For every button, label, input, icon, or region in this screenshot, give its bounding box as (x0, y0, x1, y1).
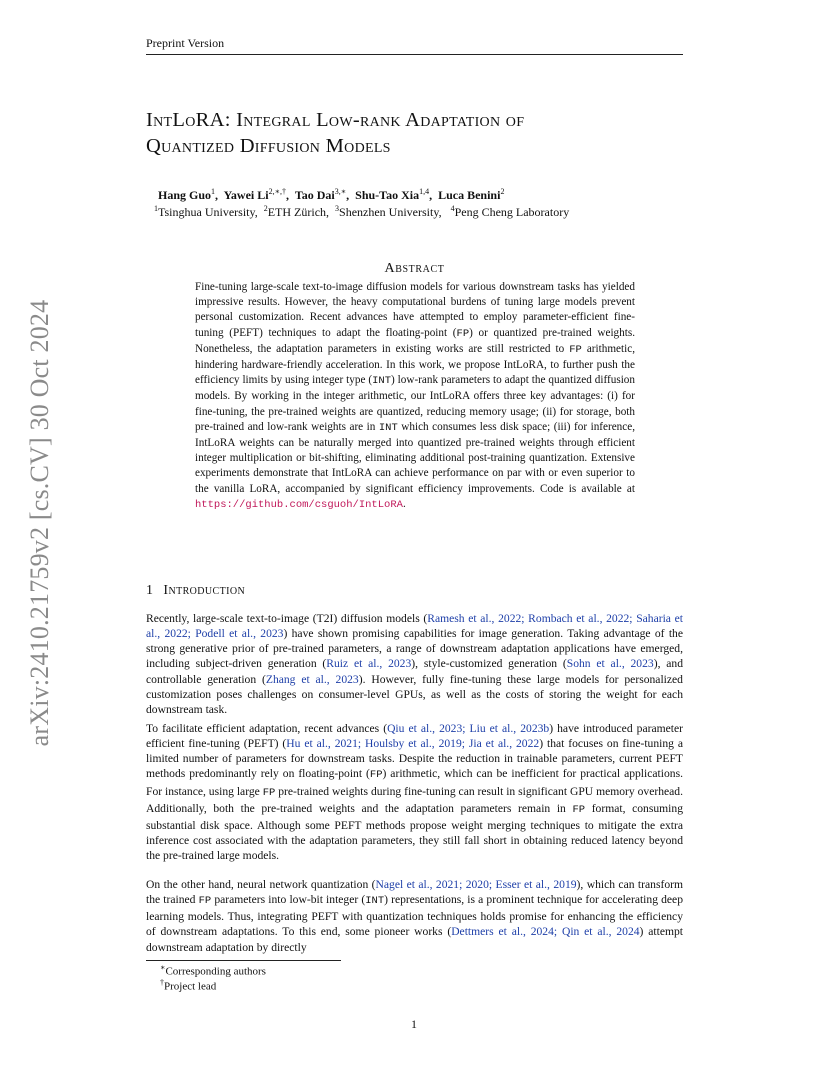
citation-link[interactable]: Ramesh et al., 2022; Rombach et al., 2022; Saharia et al., 2022; Podell et al., 2023 (146, 612, 683, 641)
affil-mark: 3 (335, 204, 340, 213)
body-text: Recently, large-scale text-to-image (T2I) diffusion models ( (146, 612, 428, 625)
fp-code: FP (456, 327, 470, 340)
body-text: parameters into low-bit integer ( (211, 893, 366, 907)
author-mark: 1 (211, 187, 216, 196)
section-number: 1 (146, 583, 154, 598)
affil-mark: 2 (263, 204, 268, 213)
fp-code: FP (262, 786, 276, 799)
fp-code: FP (369, 769, 383, 782)
citation-link[interactable]: Nagel et al., 2021; 2020; Esser et al., 2019 (375, 878, 577, 891)
footnote (160, 963, 266, 978)
intro-paragraph-3 (146, 877, 683, 955)
abstract-text: which consumes less disk space; (iii) for inference, IntLoRA weights can be naturally merged into quantized pre-trained weights through efficient integer multiplication or bit-shifting, eliminating additional post-training quantization. Extensive experiments demonstrate that IntLoRA can achieve performance on par with or even superior to the vanilla LoRA, accompanied by significant efficiency improvements. Code is available at (195, 420, 635, 495)
citation-link[interactable]: Zhang et al., 2023 (265, 672, 359, 686)
author: Tao Dai (294, 188, 335, 202)
abstract-text: ) low-rank parameters to adapt the quantized diffusion models. By working in the integer arithmetic, our IntLoRA offers three key advantages: (i) for fine-tuning, the pre-trained weights are quantized, reducing memory usage; (ii) for storage, both pre-trained and low-rank weights are in (195, 374, 635, 433)
intro-paragraph-1 (146, 611, 683, 717)
code-link[interactable]: https://github.com/csguoh/IntLoRA (195, 498, 403, 511)
affiliation: Shenzhen University (339, 205, 439, 219)
intro-paragraph-2 (146, 721, 683, 863)
fp-code: FP (569, 343, 582, 356)
body-text: ) have introduced parameter efficient fine-tuning (PEFT) ( (146, 722, 683, 751)
arxiv-identifier (20, 288, 60, 758)
body-text: ). However, fully fine-tuning these large models for personalized customization poses challenges on consumer-level GPUs, as well as the costs of storing the weight for each downstream task. (146, 672, 683, 716)
author: Luca Benini (438, 188, 501, 202)
body-text: ), which can transform the trained (146, 878, 683, 907)
abstract-body (195, 280, 635, 513)
page-number: 1 (411, 1017, 417, 1031)
body-text: ), style-customized generation ( (411, 657, 567, 671)
footnote (160, 978, 216, 993)
abstract-heading: Abstract (384, 261, 445, 276)
affiliation: Peng Cheng Laboratory (454, 205, 570, 219)
citation-link[interactable]: Dettmers et al., 2024; Qin et al., 2024 (451, 925, 640, 939)
affiliation: ETH Zürich (267, 205, 327, 219)
body-text: ) have shown promising capabilities for image generation. Taking advantage of the strong generative prior of pre-trained parameters, a range of downstream adaptation applications have emerged, including subject-driven generation ( (146, 627, 683, 671)
affiliation-list: $^1$Tsinghua University, $^2$ETH Zürich, $^3$Shenzhen University, $^4$Peng Cheng Laboratory (154, 204, 570, 219)
section-title: Introduction (163, 583, 246, 598)
fp-code: FP (572, 803, 586, 816)
footnote-mark: † (160, 978, 164, 987)
body-text: pre-trained weights during fine-tuning can result in significant GPU memory overhead. Additionally, both the pre-trained weights and the adaptation parameters remain in (146, 784, 683, 815)
title-line-1: IntLoRA: Integral Low-rank Adaptation of (146, 109, 525, 131)
footnote-rule (146, 960, 341, 961)
author-mark: 2 (500, 187, 505, 196)
paper-title (146, 107, 706, 159)
abstract-text: arithmetic, hindering hardware-friendly acceleration. In this work, we propose IntLoRA, to further push the efficiency limits by using integer type ( (195, 342, 635, 387)
footnote-text: Corresponding authors (165, 965, 266, 978)
abstract-text: . (402, 497, 406, 510)
author: Yawei Li (223, 188, 269, 202)
citation-link[interactable]: Ruiz et al., 2023 (326, 657, 412, 671)
author-mark: 1,4 (419, 187, 430, 196)
body-text: ), and controllable generation ( (146, 657, 683, 686)
affil-mark: 1 (154, 204, 158, 213)
affil-mark: 4 (450, 204, 455, 213)
author: Hang Guo (158, 188, 212, 202)
abstract-text: ) or quantized pre-trained weights. Nonetheless, the adaptation parameters in existing works are still restricted to (195, 326, 635, 355)
running-header: Preprint Version (146, 36, 683, 55)
author-mark: 2,∗,† (268, 187, 287, 196)
citation-link[interactable]: Qiu et al., 2023; Liu et al., 2023b (387, 722, 550, 735)
author-mark: 3,∗ (334, 187, 347, 196)
body-text: To facilitate efficient adaptation, recent advances ( (146, 722, 388, 735)
int-code: INT (378, 421, 398, 434)
body-text: ) that focuses on fine-tuning a limited number of parameters for downstream tasks. Despite the reduction in trainable parameters, current PEFT methods predominantly rely on floating-point ( (146, 737, 684, 781)
int-code: INT (372, 375, 391, 388)
body-text: On the other hand, neural network quantization ( (146, 878, 376, 891)
citation-link[interactable]: Sohn et al., 2023 (566, 657, 654, 671)
section-heading (146, 583, 245, 599)
author-list: Hang Guo$^1$, Yawei $Li^{2,∗,\dagger}$, Tao Dai$^{3,∗}$, Shu-Tao Xia$^{1,4}$, Luca Benini$^2$ (158, 187, 505, 202)
footnote-mark: ∗ (160, 963, 166, 972)
footnote-text: Project lead (164, 980, 217, 993)
abstract-text: Fine-tuning large-scale text-to-image diffusion models for various downstream tasks has yielded impressive results. However, the heavy computational burdens of tuning large models prevent personal customization. Recent advances have attempted to employ parameter-efficient fine-tuning (PEFT) techniques to adapt the floating-point ( (195, 281, 635, 339)
body-text: ) attempt downstream adaptation by directly (146, 925, 684, 954)
arxiv-identifier-text: arXiv:2410.21759v2 [cs.CV] 30 Oct 2024 (25, 299, 54, 747)
affiliation: Tsinghua University (158, 205, 255, 219)
body-text: ) arithmetic, which can be inefficient for practical applications. For instance, using large (146, 767, 683, 798)
body-text: ) representations, is a prominent technique for accelerating deep learning models. Thus, integrating PEFT with quantization techniques holds promise for enhancing the efficiency of downstream adaptations. To this end, some pioneer works ( (146, 893, 683, 939)
citation-link[interactable]: Hu et al., 2021; Houlsby et al., 2019; Jia et al., 2022 (286, 737, 540, 751)
title-line-2: Quantized Diffusion Models (146, 135, 391, 157)
author: Shu-Tao Xia (355, 188, 420, 202)
int-code: INT (365, 895, 385, 908)
fp-code: FP (198, 895, 212, 908)
body-text: format, consuming substantial disk space. Although some PEFT methods propose weight merging techniques to mitigate the extra inference cost associated with the adaptation parameters, they still fall short in obtaining reduced latency beyond the pre-trained large models. (146, 801, 683, 863)
